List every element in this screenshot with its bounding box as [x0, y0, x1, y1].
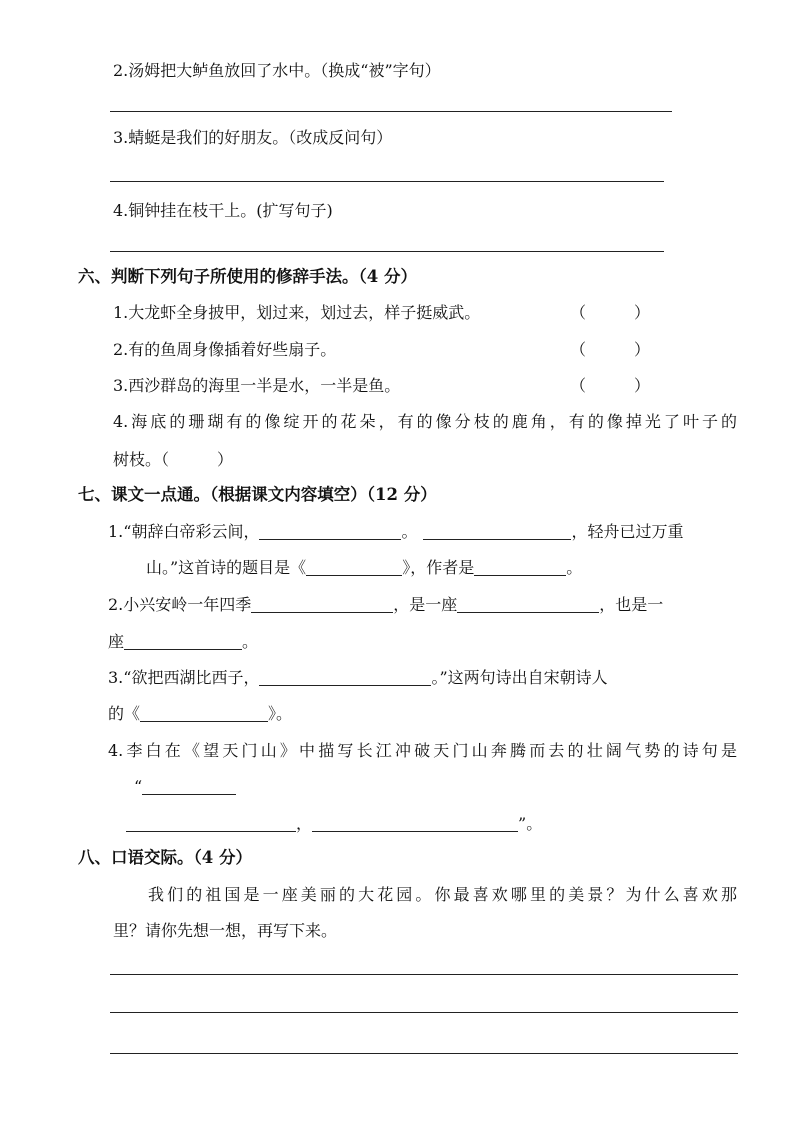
q5-item-4: 4.铜钟挂在枝干上。(扩写句子): [113, 201, 333, 220]
q7-i3-text-c: 的《: [108, 704, 141, 723]
q7-heading: 七、课文一点通。（根据课文内容填空）（12 分）: [78, 485, 437, 504]
fill-blank[interactable]: [142, 778, 236, 795]
answer-line[interactable]: [110, 1012, 738, 1013]
poem-title-blank[interactable]: [306, 559, 402, 576]
q7-item-4-line1: 4.李白在《望天门山》中描写长江冲破天门山奔腾而去的壮阔气势的诗句是: [108, 741, 737, 760]
q6-heading: 六、判断下列句子所使用的修辞手法。（4 分）: [78, 267, 417, 286]
q8-prompt-line1: 我们的祖国是一座美丽的大花园。你最喜欢哪里的美景？为什么喜欢那: [148, 885, 737, 904]
q7-item-3-line1: [108, 668, 608, 688]
q7-i4-open-quote: “: [134, 777, 143, 796]
q6-item-1-answer-paren[interactable]: （ ）: [570, 303, 651, 322]
q7-i2-text-b: ，是一座: [393, 595, 458, 614]
answer-line[interactable]: [110, 1053, 738, 1054]
fill-blank[interactable]: [457, 596, 599, 613]
answer-line[interactable]: [110, 974, 738, 975]
fill-blank[interactable]: [312, 815, 518, 832]
answer-line[interactable]: [110, 181, 664, 182]
q7-item-4-line3: [126, 814, 542, 834]
q5-item-2: 2.汤姆把大鲈鱼放回了水中。（换成“被”字句）: [113, 61, 441, 80]
answer-line[interactable]: [110, 111, 672, 112]
q7-item-3-line2: [108, 704, 292, 724]
q8-heading: 八、口语交际。（4 分）: [78, 848, 252, 867]
q6-item-2-answer-paren[interactable]: （ ）: [570, 340, 651, 359]
q7-i1-text-a: 1.“朝辞白帝彩云间，: [108, 522, 260, 541]
q7-i1-text-f: 。: [566, 558, 583, 577]
q7-item-1-line2: [146, 558, 582, 578]
q7-i4-comma: ，: [296, 814, 313, 833]
q6-item-3-answer-paren[interactable]: （ ）: [570, 376, 651, 395]
fill-blank[interactable]: [423, 523, 571, 540]
q7-i2-text-d: 座: [108, 632, 125, 651]
q6-item-2: 2.有的鱼周身像插着好些扇子。: [113, 340, 337, 359]
q7-i1-text-e: 》，作者是: [402, 558, 475, 577]
q7-item-4-line2: [134, 777, 236, 797]
q7-i3-text-d: 》。: [268, 704, 293, 723]
fill-blank[interactable]: [259, 669, 431, 686]
q8-prompt-line2: 里？请你先想一想，再写下来。: [113, 921, 338, 940]
q7-i3-text-b: 。”这两句诗出自宋朝诗人: [431, 668, 608, 687]
q7-i1-text-d: 山。”这首诗的题目是《: [146, 558, 307, 577]
answer-line[interactable]: [110, 251, 664, 252]
q6-item-1: 1.大龙虾全身披甲，划过来，划过去，样子挺威武。: [113, 303, 481, 322]
fill-blank[interactable]: [259, 523, 401, 540]
q7-i2-text-a: 2.小兴安岭一年四季: [108, 595, 252, 614]
q7-item-1-line1: [108, 522, 683, 542]
q7-item-2-line2: [108, 632, 258, 652]
q7-i1-text-c: ，轻舟已过万重: [571, 522, 684, 541]
q6-item-3: 3.西沙群岛的海里一半是水，一半是鱼。: [113, 376, 401, 395]
q6-item-4-line2: 树枝。（ ）: [113, 450, 234, 469]
fill-blank[interactable]: [251, 596, 393, 613]
q7-item-2-line1: [108, 595, 663, 615]
poem-title-blank[interactable]: [140, 705, 268, 722]
q7-i2-text-e: 。: [242, 632, 259, 651]
q5-item-3: 3.蜻蜓是我们的好朋友。（改成反问句）: [113, 128, 393, 147]
q6-item-4-line1: 4.海底的珊瑚有的像绽开的花朵，有的像分枝的鹿角，有的像掉光了叶子的: [113, 412, 737, 431]
fill-blank[interactable]: [124, 633, 242, 650]
author-blank[interactable]: [474, 559, 566, 576]
fill-blank[interactable]: [126, 815, 296, 832]
q7-i2-text-c: ，也是一: [599, 595, 664, 614]
q7-i3-text-a: 3.“欲把西湖比西子，: [108, 668, 260, 687]
q7-i4-close: ”。: [518, 814, 543, 833]
q7-i1-text-b: 。: [401, 522, 418, 541]
